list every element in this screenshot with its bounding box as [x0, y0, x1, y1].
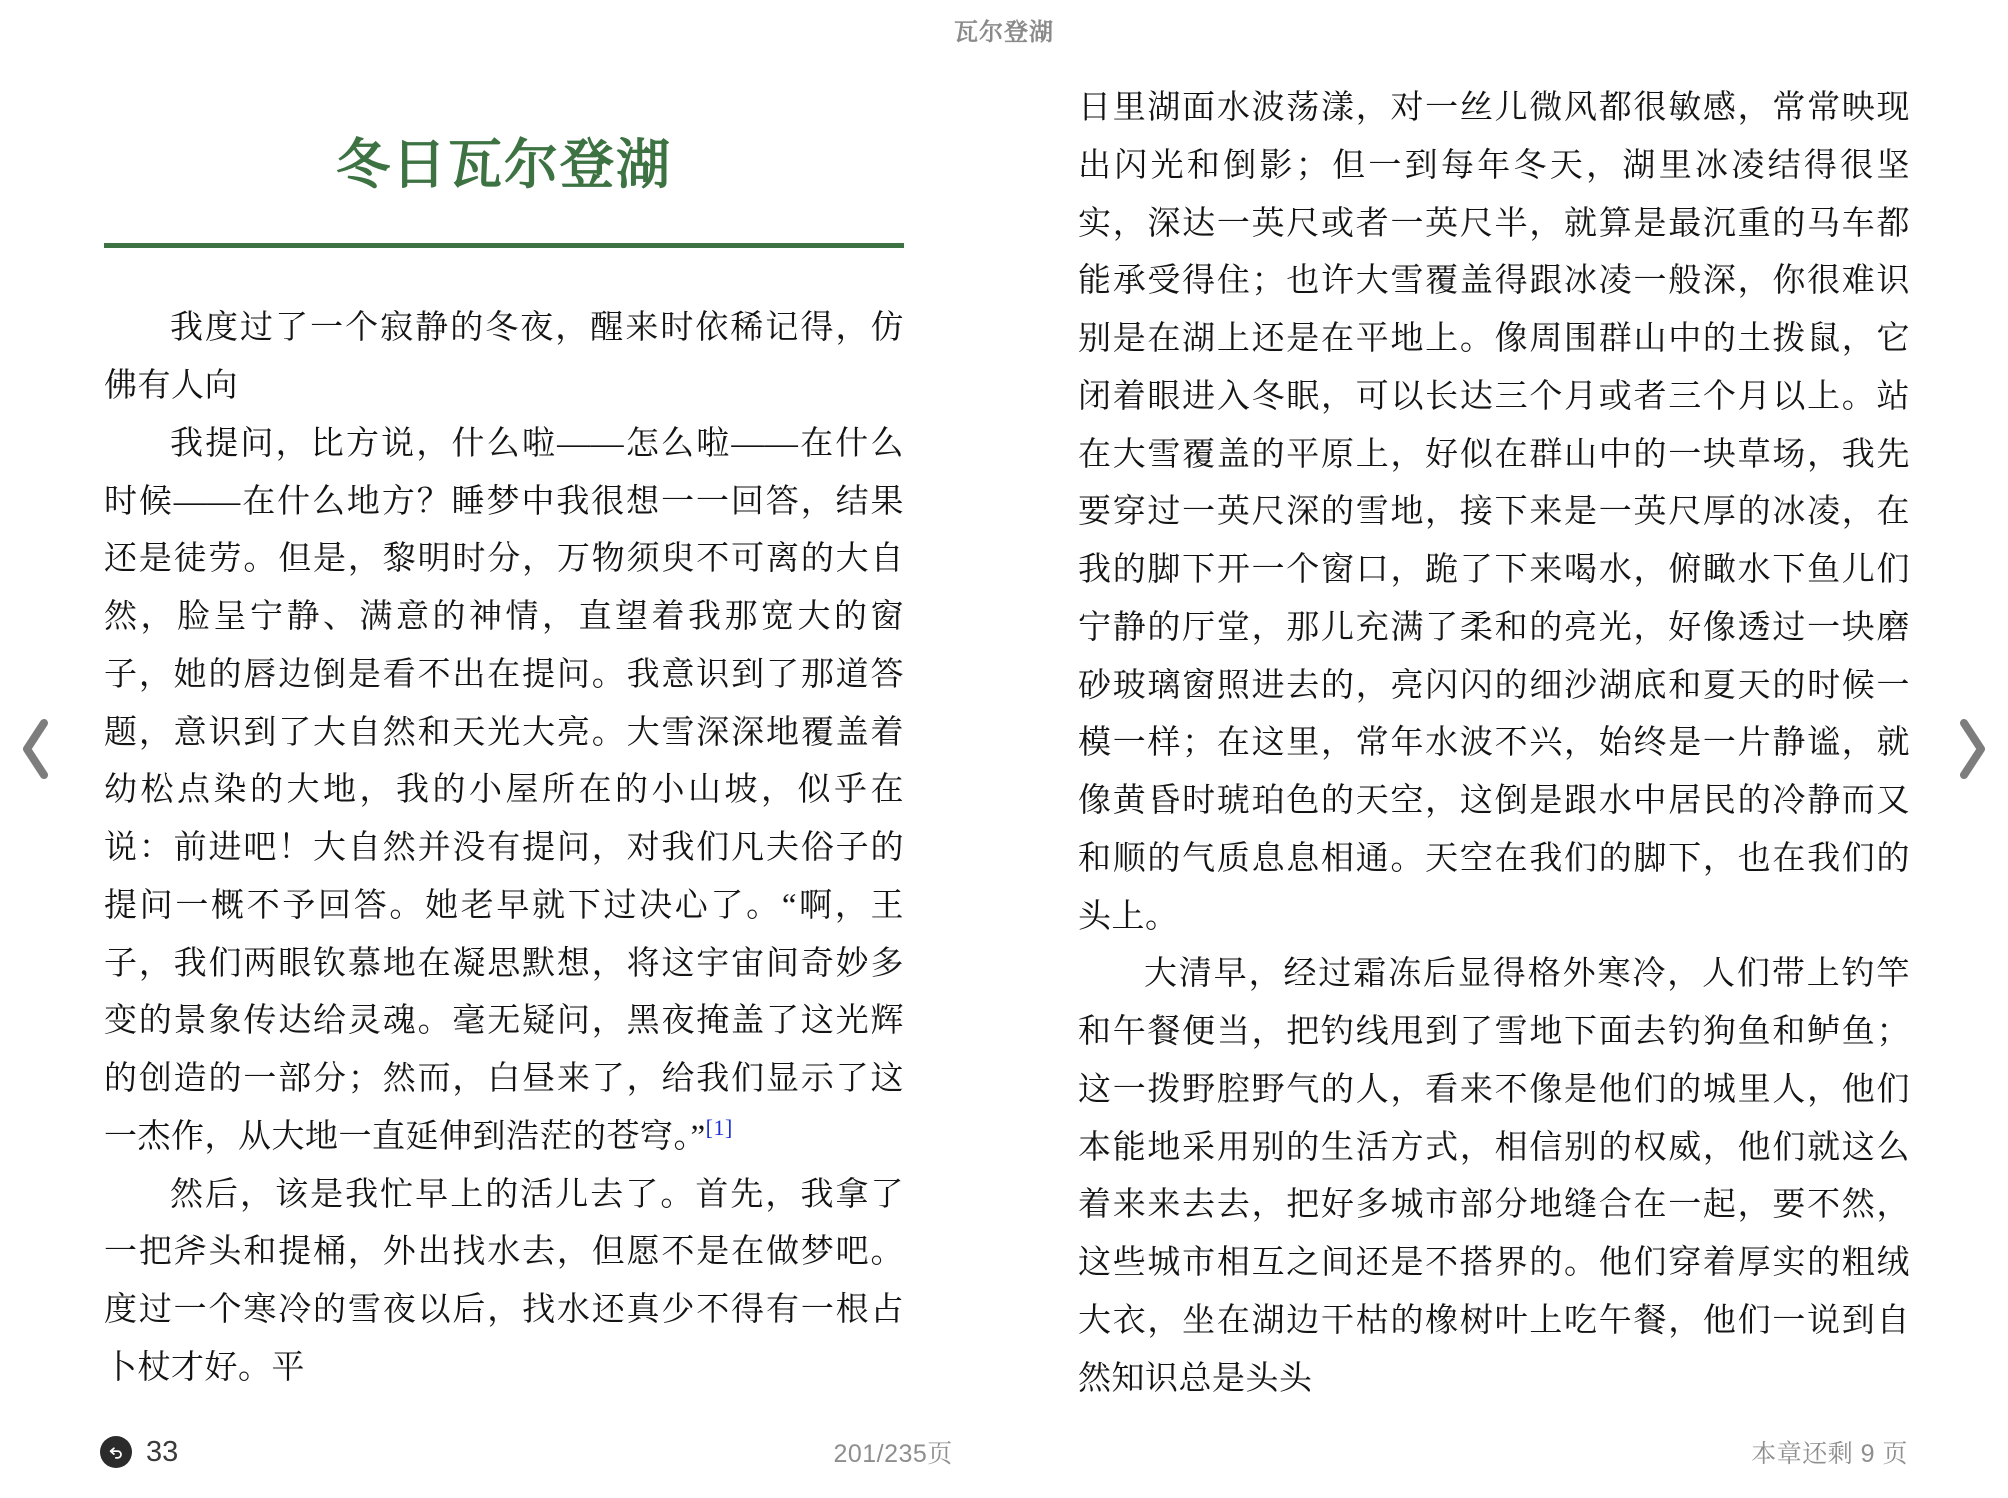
book-header: [0, 0, 2008, 58]
reader-content-area: [0, 58, 2008, 1406]
bookmark-undo-icon[interactable]: [100, 1436, 132, 1468]
bookmark-status[interactable]: [100, 1436, 178, 1469]
chapter-divider-rule: [104, 243, 904, 248]
paragraph: 然后，该是我忙早上的活儿去了。首先，我拿了一把斧头和提桶，外出找水去，但愿不是在做梦吧。度过一个寒冷的雪夜以后，找水还真少不得有一根占卜杖才好。平: [104, 1176, 904, 1386]
page-progress-label: 201/235页: [833, 1440, 953, 1468]
paragraph-text: 我提问，比方说，什么啦——怎么啦——在什么时候——在什么地方？睡梦中我很想一一回答，结果还是徒劳。但是，黎明时分，万物须臾不可离的大自然，脸呈宁静、满意的神情，直望着我那宽大的窗子，她的唇边倒是看不出在提问。我意识到了那道答题，意识到了大自然和天光大亮。大雪深深地覆盖着幼松点染的大地，我的小屋所在的小山坡，似乎在说：前进吧！大自然并没有提问，对我们凡夫俗子的提问一概不予回答。她老早就下过决心了。“啊，王子，我们两眼钦慕地在凝思默想，将这宇宙间奇妙多变的景象传达给灵魂。毫无疑问，黑夜掩盖了这光辉的创造的一部分；然而，白昼来了，给我们显示了这一杰作，从大地一直延伸到浩茫的苍穹。”: [104, 425, 904, 1155]
paragraph: 日里湖面水波荡漾，对一丝儿微风都很敏感，常常映现出闪光和倒影；但一到每年冬天，湖里冰凌结得很坚实，深达一英尺或者一英尺半，就算是最沉重的马车都能承受得住；也许大雪覆盖得跟冰凌一般深，你很难识别是在湖上还是在平地上。像周围群山中的土拨鼠，它闭着眼进入冬眠，可以长达三个月或者三个月以上。站在大雪覆盖的平原上，好似在群山中的一块草场，我先要穿过一英尺深的雪地，接下来是一英尺厚的冰凌，在我的脚下开一个窗口，跪了下来喝水，俯瞰水下鱼儿们宁静的厅堂，那儿充满了柔和的亮光，好像透过一块磨砂玻璃窗照进去的，亮闪闪的细沙湖底和夏天的时候一模一样；在这里，常年水波不兴，始终是一片静谧，就像黄昏时琥珀色的天空，这倒是跟水中居民的冷静而又和顺的气质息息相通。天空在我们的脚下，也在我们的头上。: [1078, 90, 1910, 935]
column-gutter: [942, 58, 1066, 1406]
paragraph: [104, 416, 904, 1167]
paragraph: 我度过了一个寂静的冬夜，醒来时依稀记得，仿佛有人向: [104, 310, 904, 405]
paragraph: 大清早，经过霜冻后显得格外寒冷，人们带上钓竿和午餐便当，把钓线甩到了雪地下面去钓狗鱼和鲈鱼；这一拨野腔野气的人，看来不像是他们的城里人，他们本能地采用别的生活方式，相信别的权威，他们就这么着来来去去，把好多城市部分地缝合在一起，要不然，这些城市相互之间还是不搭界的。他们穿着厚实的粗绒大衣，坐在湖边干枯的橡树叶上吃午餐，他们一说到自然知识总是头头: [1078, 956, 1910, 1397]
book-title: 瓦尔登湖: [954, 18, 1054, 46]
text-column-left: [72, 58, 942, 1406]
chapter-remaining-label: 本章还剩 9 页: [1751, 1440, 1908, 1468]
bookmark-count-label: 33: [146, 1435, 179, 1468]
reader-footer: [0, 1406, 2008, 1498]
footnote-reference-link[interactable]: [1]: [705, 1114, 733, 1140]
text-column-right: [1066, 58, 1936, 1406]
chapter-header: [104, 58, 904, 248]
chapter-title: 冬日瓦尔登湖: [336, 135, 672, 195]
